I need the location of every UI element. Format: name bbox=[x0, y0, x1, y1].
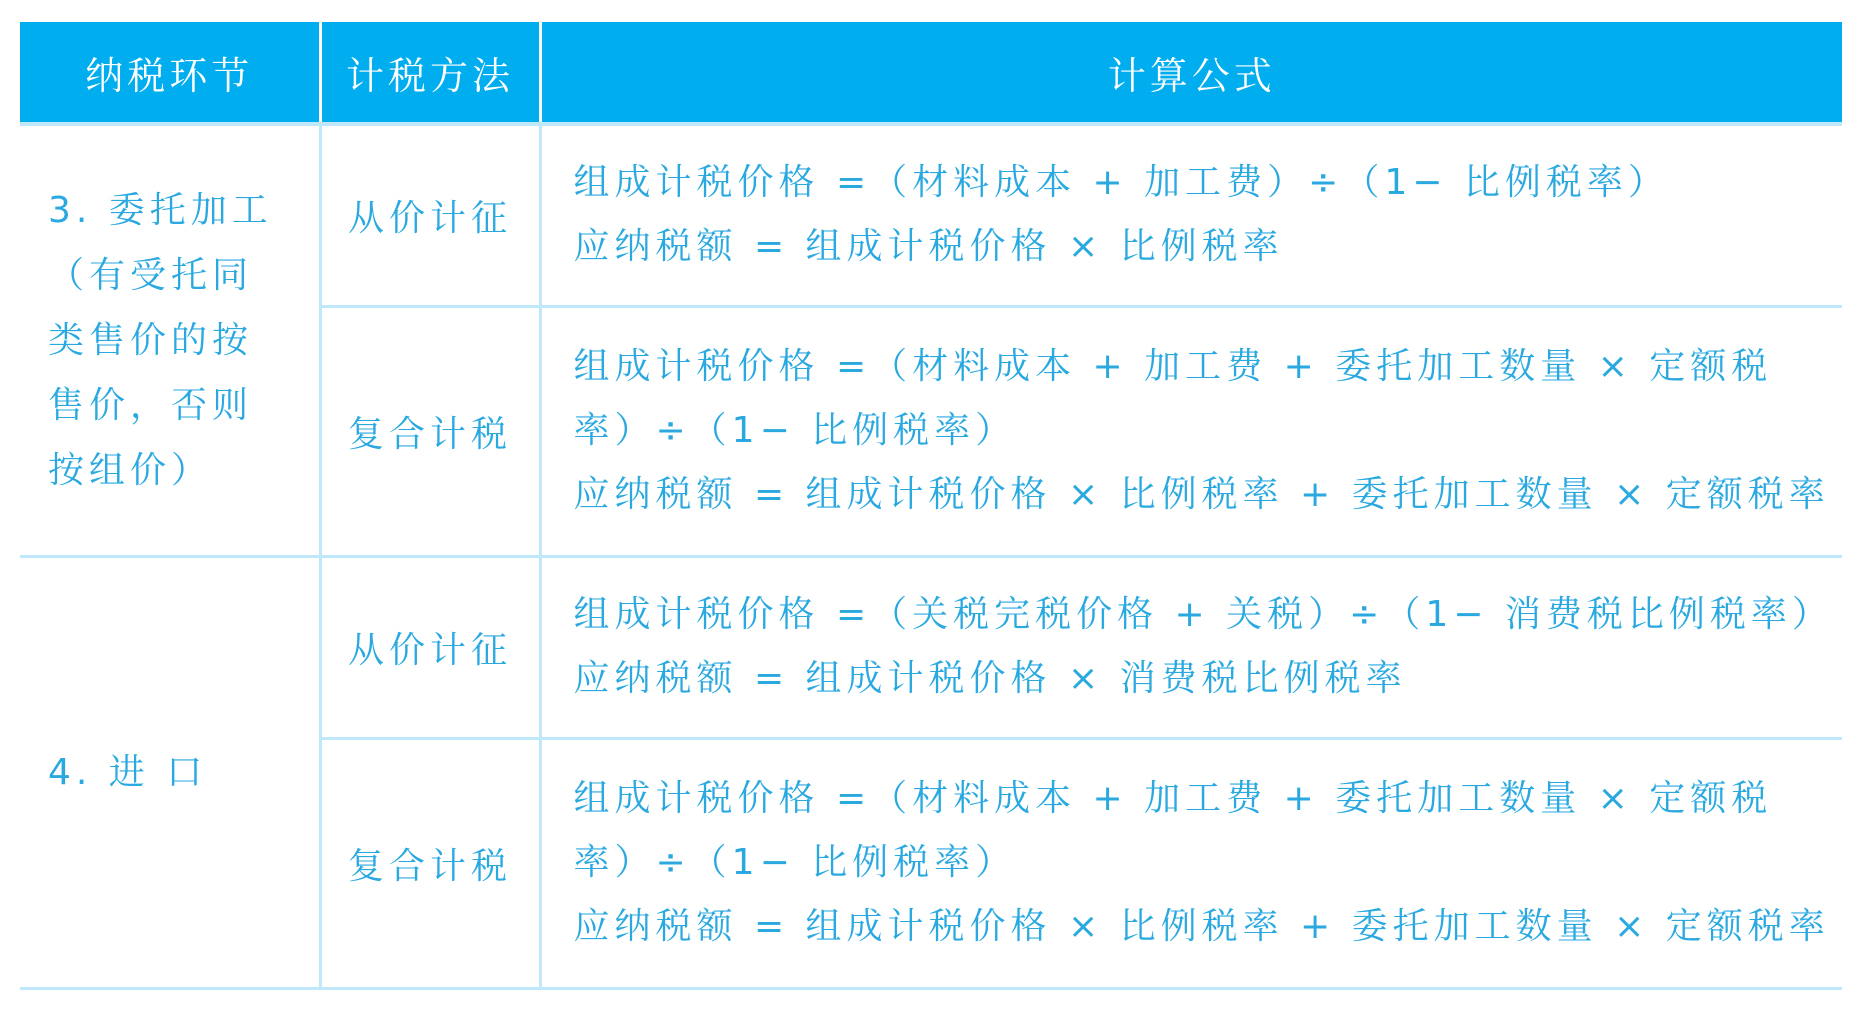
formula-line: 应纳税额 = 组成计税价格 × 比例税率 + 委托加工数量 × 定额税率 bbox=[573, 474, 1830, 515]
method-cell: 复合计税 bbox=[320, 738, 540, 988]
method-cell: 从价计征 bbox=[320, 124, 540, 306]
formula-line: 组成计税价格 =（材料成本 + 加工费 + 委托加工数量 × 定额税率）÷（1− 比例税率） bbox=[573, 346, 1773, 451]
table-row bbox=[20, 124, 1842, 306]
formula-cell bbox=[540, 556, 1842, 738]
formula-line: 应纳税额 = 组成计税价格 × 比例税率 bbox=[573, 226, 1284, 268]
formula-line: 应纳税额 = 组成计税价格 × 比例税率 + 委托加工数量 × 定额税率 bbox=[573, 906, 1830, 947]
formula-cell bbox=[540, 306, 1842, 556]
stage-cell-import: 4. 进 口 bbox=[20, 556, 320, 988]
tax-formula-table bbox=[20, 22, 1842, 990]
method-cell: 从价计征 bbox=[320, 556, 540, 738]
header-tax-stage: 纳税环节 bbox=[20, 22, 320, 124]
header-tax-method: 计税方法 bbox=[320, 22, 540, 124]
stage-cell-entrusted-processing: 3. 委托加工（有受托同类售价的按售价，否则按组价） bbox=[20, 124, 320, 556]
header-formula: 计算公式 bbox=[540, 22, 1842, 124]
formula-line: 组成计税价格 =（材料成本 + 加工费）÷（1− 比例税率） bbox=[573, 162, 1669, 204]
formula-line: 组成计税价格 =（材料成本 + 加工费 + 委托加工数量 × 定额税率）÷（1− 比例税率） bbox=[573, 778, 1773, 883]
formula-cell bbox=[540, 738, 1842, 988]
table-row bbox=[20, 556, 1842, 738]
formula-line: 组成计税价格 =（关税完税价格 + 关税）÷（1− 消费税比例税率） bbox=[573, 594, 1833, 635]
formula-line: 应纳税额 = 组成计税价格 × 消费税比例税率 bbox=[573, 658, 1407, 699]
method-cell: 复合计税 bbox=[320, 306, 540, 556]
formula-cell bbox=[540, 124, 1842, 306]
header-row bbox=[20, 22, 1842, 124]
